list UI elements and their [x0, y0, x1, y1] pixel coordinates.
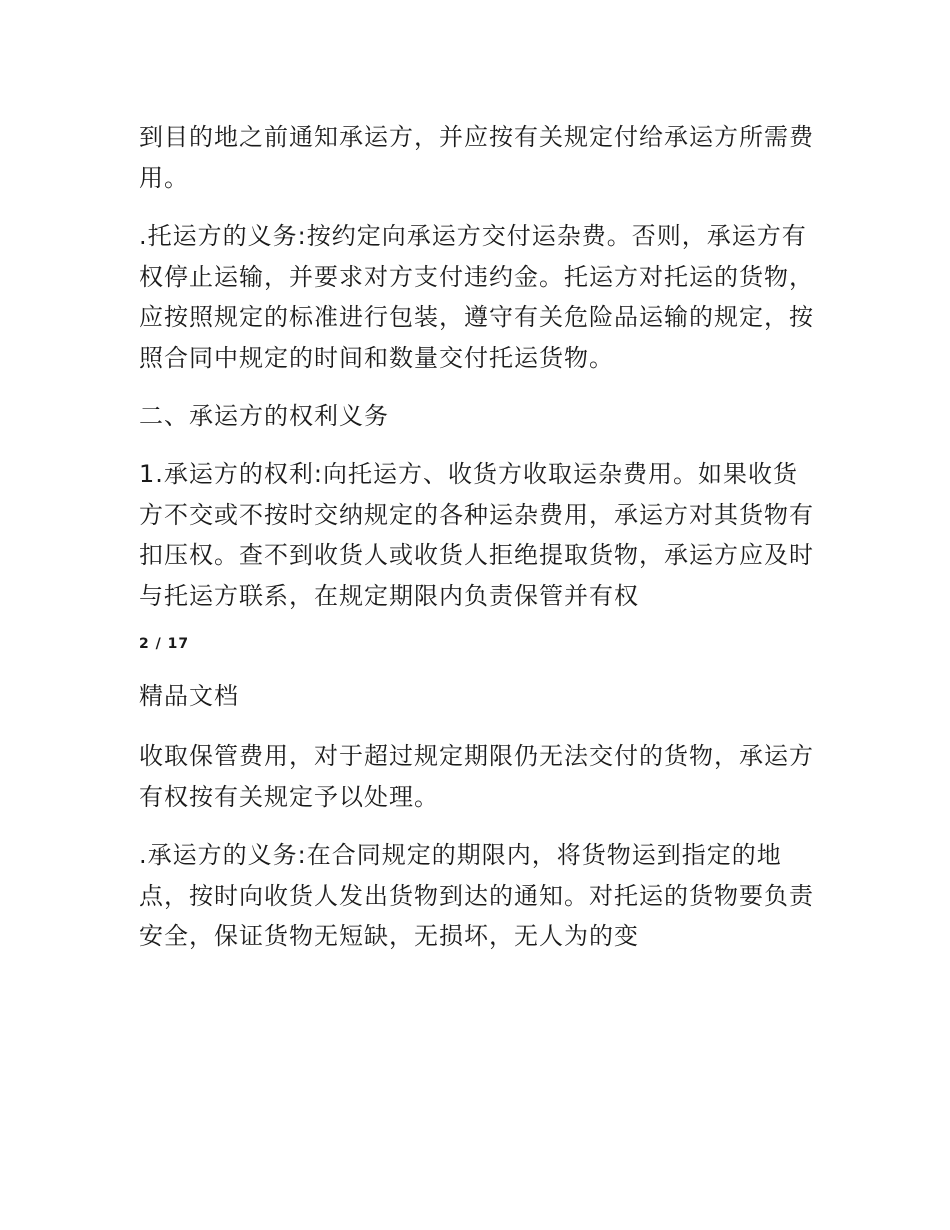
paragraph-consignor-fees: 到目的地之前通知承运方，并应按有关规定付给承运方所需费用。 [139, 123, 814, 192]
paragraph-storage-fees: 收取保管费用，对于超过规定期限仍无法交付的货物，承运方有权按有关规定予以处理。 [139, 742, 814, 811]
paragraph-consignor-obligations: .托运方的义务:按约定向承运方交付运杂费。否则，承运方有权停止运输，并要求对方支付违约金。托运方对托运的货物，应按照规定的标准进行包装，遵守有关危险品运输的规定，按照合同中规定的时间和数量交付托运货物。 [139, 222, 814, 372]
page-header-label: 精品文档 [139, 682, 239, 710]
page-number: 2 / 17 [139, 636, 190, 652]
section-heading: 二、承运方的权利义务 [139, 402, 389, 430]
paragraph-carrier-rights: 1.承运方的权利:向托运方、收货方收取运杂费用。如果收货方不交或不按时交纳规定的各种运杂费用，承运方对其货物有扣压权。查不到收货人或收货人拒绝提取货物，承运方应及时与托运方联系，在规定期限内负责保管并有权 [139, 460, 814, 610]
document-content [139, 117, 819, 975]
paragraph-carrier-obligations: .承运方的义务:在合同规定的期限内，将货物运到指定的地点，按时向收货人发出货物到达的通知。对托运的货物要负责安全，保证货物无短缺，无损坏，无人为的变 [139, 841, 814, 950]
